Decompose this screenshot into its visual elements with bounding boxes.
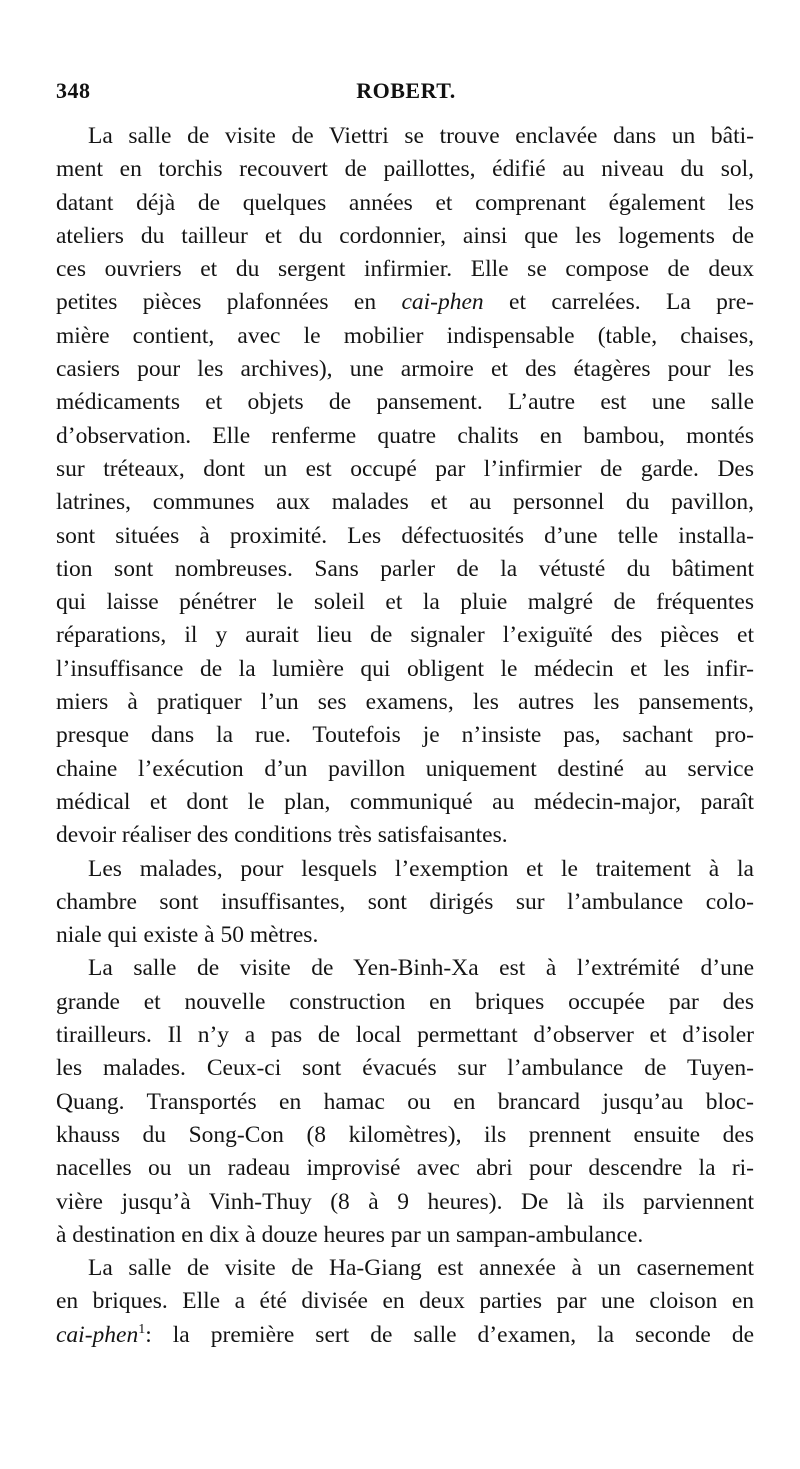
line-text: médicaments et objets de pansement. L’autre est une salle [56,389,754,416]
line-text: sur tréteaux, dont un est occupé par l’infirmier de garde. Des [56,455,754,482]
text-line [56,1152,754,1185]
text-line [56,886,754,919]
line-text: l’insuffisance de la lumière qui obligent le médecin et les infir- [56,655,754,682]
line-text: réparations, il y aurait lieu de signaler l’exiguïté des pièces et [56,622,754,649]
line-text: datant déjà de quelques années et comprenant également les [56,189,754,216]
page-number: 348 [56,78,91,103]
text-line [56,486,754,519]
text-line [56,520,754,553]
line-text: casiers pour les archives), une armoire et des étagères pour les [56,356,754,383]
text-line [56,786,754,819]
text-line [56,1252,754,1285]
line-text: ateliers du tailleur et du cordonnier, ainsi que les logements de [56,222,754,249]
line-text: tion sont nombreuses. Sans parler de la vétusté du bâtiment [56,555,754,582]
line-text: petites pièces plafonnées en [56,289,377,316]
text-line [56,1285,754,1318]
text-line [56,619,754,652]
line-text: khauss du Song-Con (8 kilomètres), ils prennent ensuite des [56,1121,754,1148]
line-text: en briques. Elle a été divisée en deux parties par une cloison en [56,1288,754,1315]
text-line [56,719,754,752]
text-line [56,1219,754,1252]
line-text: La salle de visite de Ha-Giang est annexée à un casernement [88,1255,754,1282]
text-line [56,453,754,486]
text-line [56,1052,754,1085]
line-text: tirailleurs. Il n’y a pas de local permettant d’observer et d’isoler [56,1022,754,1049]
footnote-marker[interactable]: 1 [138,1321,146,1337]
text-line [56,1019,754,1052]
running-title: ROBERT. [356,78,456,103]
line-text: qui laisse pénétrer le soleil et la pluie malgré de fréquentes [56,589,754,616]
text-line [56,386,754,419]
line-text: à destination en dix à douze heures par un sampan-ambulance. [56,1221,644,1248]
text-line [56,586,754,619]
text-line [56,753,754,786]
line-text: ces ouvriers et du sergent infirmier. Elle se compose de deux [56,256,754,283]
text-line [56,320,754,353]
line-text: La salle de visite de Viettri se trouve enclavée dans un bâti- [88,123,754,149]
line-text-continued: : la première sert de salle d’examen, la seconde de [145,1321,754,1348]
text-line [56,686,754,719]
text-line [56,153,754,186]
text-line [56,120,754,153]
text-line [56,286,754,319]
text-line [56,819,754,852]
text-line [56,253,754,286]
line-text: niale qui existe à 50 mètres. [56,922,319,949]
running-head [56,78,756,114]
line-text: latrines, communes aux malades et au personnel du pavillon, [56,489,754,516]
text-line [56,653,754,686]
text-line [56,1186,754,1219]
line-text: devoir réaliser des conditions très satisfaisantes. [56,822,508,849]
text-line [56,1086,754,1119]
line-text: sont situées à proximité. Les défectuosités d’une telle installa- [56,522,754,549]
text-line [56,952,754,985]
line-text: médical et dont le plan, communiqué au médecin-major, paraît [56,788,754,815]
line-text: d’observation. Elle renferme quatre chalits en bambou, montés [56,422,754,449]
line-text: miers à pratiquer l’un ses examens, les autres les pansements, [56,689,754,716]
italic-term: cai-phen [56,1321,139,1348]
line-text: vière jusqu’à Vinh-Thuy (8 à 9 heures). De là ils parviennent [56,1188,754,1215]
line-text: La salle de visite de Yen-Binh-Xa est à l’extrémité d’une [88,955,754,982]
text-line [56,986,754,1019]
line-text: mière contient, avec le mobilier indispensable (table, chaises, [56,322,754,349]
text-line [56,220,754,253]
line-text: Quang. Transportés en hamac ou en brancard jusqu’au bloc- [56,1088,754,1115]
text-line [56,1119,754,1152]
line-text: ment en torchis recouvert de paillottes, édifié au niveau du sol, [56,156,754,183]
italic-term: cai-phen [401,289,484,316]
line-text: Les malades, pour lesquels l’exemption et le traitement à la [88,855,754,882]
line-text: les malades. Ceux-ci sont évacués sur l’ambulance de Tuyen- [56,1055,754,1082]
text-line [56,919,754,952]
line-text: chambre sont insuffisantes, sont dirigés sur l’ambulance colo- [56,888,754,915]
body-text [56,120,754,1352]
text-line [56,1319,754,1352]
line-text: presque dans la rue. Toutefois je n’insiste pas, sachant pro- [56,722,754,749]
text-line [56,187,754,220]
line-text: grande et nouvelle construction en briques occupée par des [56,988,754,1015]
line-text: nacelles ou un radeau improvisé avec abri pour descendre la ri- [56,1155,754,1182]
text-line [56,353,754,386]
line-text-continued: et carrelées. La pre- [483,289,755,316]
text-line [56,853,754,886]
text-line [56,553,754,586]
line-text: chaine l’exécution d’un pavillon uniquement destiné au service [56,755,754,782]
text-line [56,420,754,453]
